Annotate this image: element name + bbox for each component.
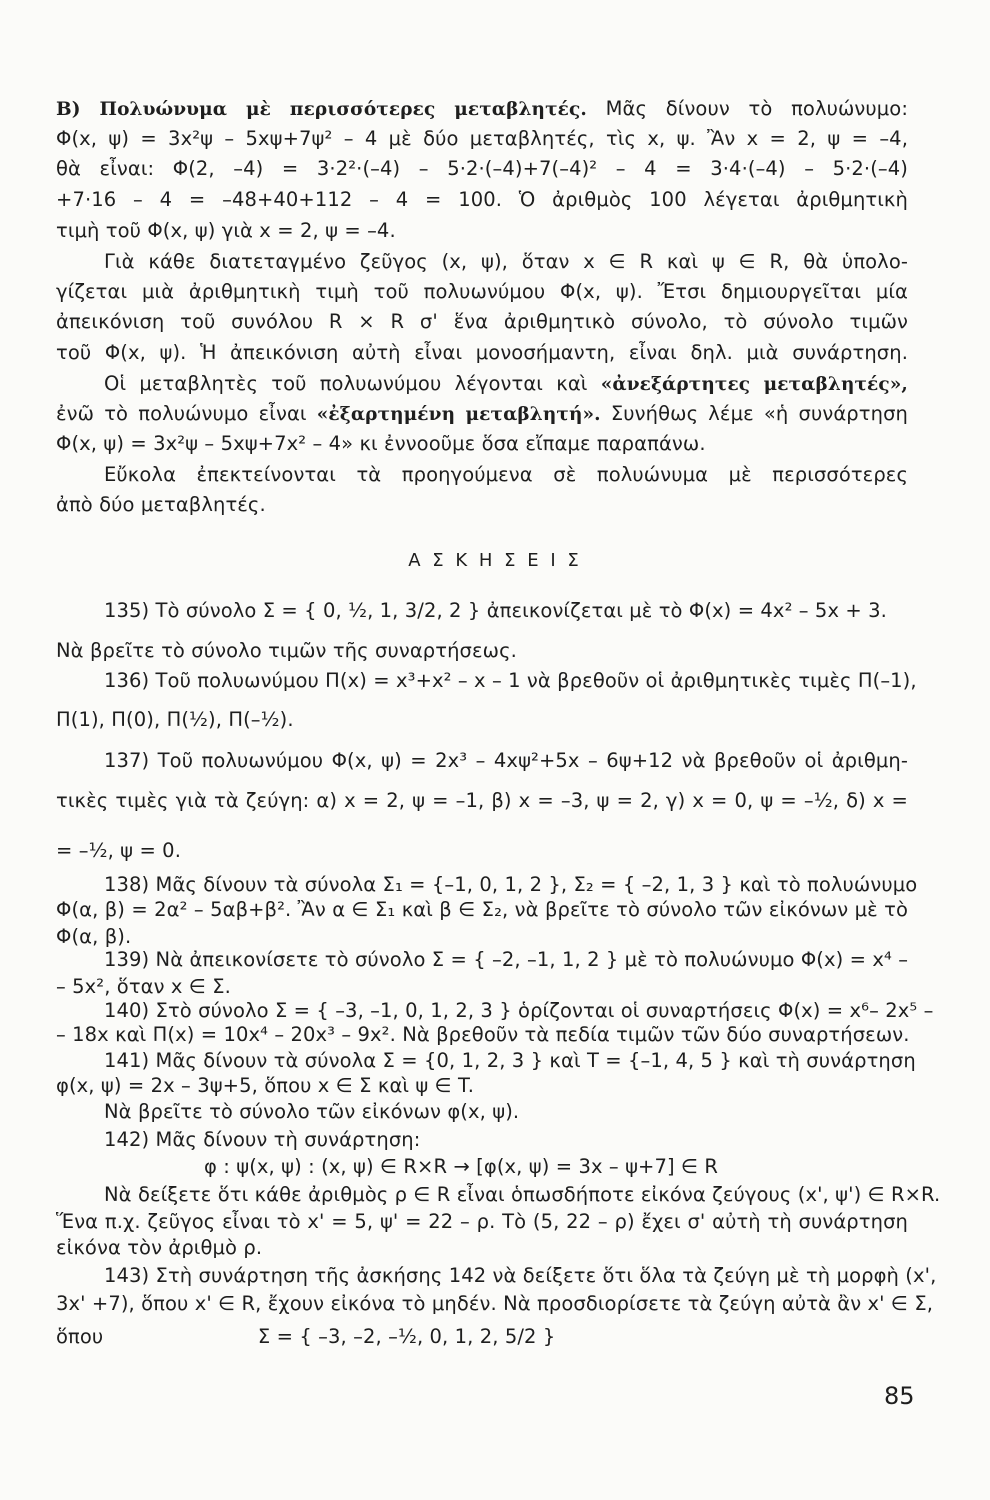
exercise-141-line-2: φ(x, ψ) = 2x – 3ψ+5, ὅπου x ∈ Σ καὶ ψ ∈ T. xyxy=(56,1074,475,1097)
exercise-138-line-3: Φ(α, β). xyxy=(56,925,132,948)
exercise-143-line-1: 143) Στὴ συνάρτηση τῆς ἀσκήσης 142 νὰ δείξετε ὅτι ὅλα τὰ ζεύγη μὲ τὴ μορφὴ (x', xyxy=(104,1264,937,1287)
intro-line-5: τιμὴ τοῦ Φ(x, ψ) γιὰ x = 2, ψ = –4. xyxy=(56,219,396,242)
bold-term-dependent: «ἐξαρτημένη μεταβλητή». xyxy=(316,404,601,425)
exercise-138-line-1: 138) Μᾶς δίνουν τὰ σύνολα Σ₁ = {–1, 0, 1, 2 }, Σ₂ = { –2, 1, 3 } καὶ τὸ πολυώνυμο xyxy=(104,873,918,896)
exercise-137-line-1: 137) Τοῦ πολυωνύμου Φ(x, ψ) = 2x³ – 4xψ²+5x – 6ψ+12 νὰ βρεθοῦν οἱ ἀριθμη- xyxy=(104,749,908,772)
exercise-139-line-1: 139) Νὰ ἀπεικονίσετε τὸ σύνολο Σ = { –2, –1, 1, 2 } μὲ τὸ πολυώνυμο Φ(x) = x⁴ – xyxy=(104,948,909,971)
exercise-142-line-3: Νὰ δείξετε ὅτι κάθε ἀριθμὸς ρ ∈ R εἶναι ὁπωσδήποτε εἰκόνα ζεύγους (x', ψ') ∈ R×R. xyxy=(104,1183,941,1206)
section-heading: Β) Πολυώνυμα μὲ περισσότερες μεταβλητές. xyxy=(56,99,587,120)
intro-line-12: Φ(x, ψ) = 3x²ψ – 5xψ+7x² – 4» κι ἐννοοῦμε ὅσα εἴπαμε παραπάνω. xyxy=(56,432,706,455)
exercise-140-line-1: 140) Στὸ σύνολο Σ = { –3, –1, 0, 1, 2, 3 } ὁρίζονται οἱ συναρτήσεις Φ(x) = x⁶– 2x⁵ – xyxy=(104,999,934,1022)
exercise-141-line-1: 141) Μᾶς δίνουν τὰ σύνολα Σ = {0, 1, 2, 3 } καὶ T = {–1, 4, 5 } καὶ τὴ συνάρτηση xyxy=(104,1049,916,1072)
intro-line-6: Γιὰ κάθε διατεταγμένο ζεῦγος (x, ψ), ὅταν x ∈ R καὶ ψ ∈ R, θὰ ὑπολο- xyxy=(104,250,908,273)
exercise-136-line-2: Π(1), Π(0), Π(½), Π(–½). xyxy=(56,708,294,731)
exercise-142-line-4: Ἕνα π.χ. ζεῦγος εἶναι τὸ x' = 5, ψ' = 22 – ρ. Τὸ (5, 22 – ρ) ἔχει σ' αὐτὴ τὴ συνάρτηση xyxy=(56,1210,908,1233)
exercise-143-line-2: 3x' +7), ὅπου x' ∈ R, ἔχουν εἰκόνα τὸ μηδέν. Νὰ προσδιορίσετε τὰ ζεύγη αὐτὰ ἂν x' ∈ Σ, xyxy=(56,1292,934,1315)
exercise-139-line-2: – 5x², ὅταν x ∈ Σ. xyxy=(56,975,231,998)
intro-line-2: Φ(x, ψ) = 3x²ψ – 5xψ+7ψ² – 4 μὲ δύο μεταβλητές, τὶς x, ψ. Ἂν x = 2, ψ = –4, xyxy=(56,127,908,150)
exercise-141-line-3: Νὰ βρεῖτε τὸ σύνολο τῶν εἰκόνων φ(x, ψ). xyxy=(104,1100,520,1123)
exercise-143-set: Σ = { –3, –2, –½, 0, 1, 2, 5/2 } xyxy=(257,1325,556,1348)
exercise-142-line-5: εἰκόνα τὸν ἀριθμὸ ρ. xyxy=(56,1236,263,1259)
exercise-142-line-2: φ : ψ(x, ψ) : (x, ψ) ∈ R×R → [φ(x, ψ) = 3x – ψ+7] ∈ R xyxy=(204,1155,719,1178)
exercise-136-line-1: 136) Τοῦ πολυωνύμου Π(x) = x³+x² – x – 1 νὰ βρεθοῦν οἱ ἀριθμητικὲς τιμὲς Π(–1), xyxy=(104,669,917,692)
exercise-142-line-1: 142) Μᾶς δίνουν τὴ συνάρτηση: xyxy=(104,1128,421,1151)
intro-line-4: +7·16 – 4 = –48+40+112 – 4 = 100. Ὁ ἀριθμὸς 100 λέγεται ἀριθμητικὴ xyxy=(56,188,908,211)
page-number: 85 xyxy=(884,1382,915,1410)
intro-line-14: ἀπὸ δύο μεταβλητές. xyxy=(56,493,266,516)
intro-line-7: γίζεται μιὰ ἀριθμητικὴ τιμὴ τοῦ πολυωνύμου Φ(x, ψ). Ἔτσι δημιουργεῖται μία xyxy=(56,280,908,303)
exercise-135-set: { 0, ½, 1, 3/2, 2 } xyxy=(304,599,481,622)
exercise-138-line-2: Φ(α, β) = 2α² – 5αβ+β². Ἂν α ∈ Σ₁ καὶ β ∈ Σ₂, νὰ βρεῖτε τὸ σύνολο τῶν εἰκόνων μὲ τὸ xyxy=(56,898,908,921)
intro-line-13: Εὔκολα ἐπεκτείνονται τὰ προηγούμενα σὲ πολυώνυμα μὲ περισσότερες xyxy=(104,463,908,486)
exercise-135-line-1: 135) Τὸ σύνολο Σ = { 0, ½, 1, 3/2, 2 } ἀπεικονίζεται μὲ τὸ Φ(x) = 4x² – 5x + 3. xyxy=(104,599,887,622)
intro-line-1: Β) Πολυώνυμα μὲ περισσότερες μεταβλητές. Μᾶς δίνουν τὸ πολυώνυμο: xyxy=(56,97,908,120)
exercise-143-line-3: ὅπου Σ = { –3, –2, –½, 0, 1, 2, 5/2 } xyxy=(56,1325,556,1348)
exercise-140-line-2: – 18x καὶ Π(x) = 10x⁴ – 20x³ – 9x². Νὰ βρεθοῦν τὰ πεδία τιμῶν τῶν δύο συναρτήσεων. xyxy=(56,1023,910,1046)
intro-line-9: τοῦ Φ(x, ψ). Ἡ ἀπεικόνιση αὐτὴ εἶναι μονοσήμαντη, εἶναι δηλ. μιὰ συνάρτηση. xyxy=(56,341,908,364)
exercise-137-line-3: = –½, ψ = 0. xyxy=(56,839,181,862)
exercise-137-line-2: τικὲς τιμὲς γιὰ τὰ ζεύγη: α) x = 2, ψ = –1, β) x = –3, ψ = 2, γ) x = 0, ψ = –½, δ) x = xyxy=(56,789,908,812)
intro-line-8: ἀπεικόνιση τοῦ συνόλου R × R σ' ἕνα ἀριθμητικὸ σύνολο, τὸ σύνολο τιμῶν xyxy=(56,310,908,333)
exercises-heading: Α Σ Κ Η Σ Ε Ι Σ xyxy=(408,550,582,571)
bold-term-independent: «ἀνεξάρτητες μεταβλητές», xyxy=(600,374,908,395)
intro-line-11: ἐνῶ τὸ πολυώνυμο εἶναι «ἐξαρτημένη μεταβλητή». Συνήθως λέμε «ἡ συνάρτηση xyxy=(56,402,908,425)
intro-line-10: Οἱ μεταβλητὲς τοῦ πολυωνύμου λέγονται καὶ «ἀνεξάρτητες μεταβλητές», xyxy=(104,372,908,395)
exercise-135-line-2: Νὰ βρεῖτε τὸ σύνολο τιμῶν τῆς συναρτήσεως. xyxy=(56,639,517,662)
intro-line-3: θὰ εἶναι: Φ(2, –4) = 3·2²·(–4) – 5·2·(–4)+7(–4)² – 4 = 3·4·(–4) – 5·2·(–4) xyxy=(56,157,908,180)
